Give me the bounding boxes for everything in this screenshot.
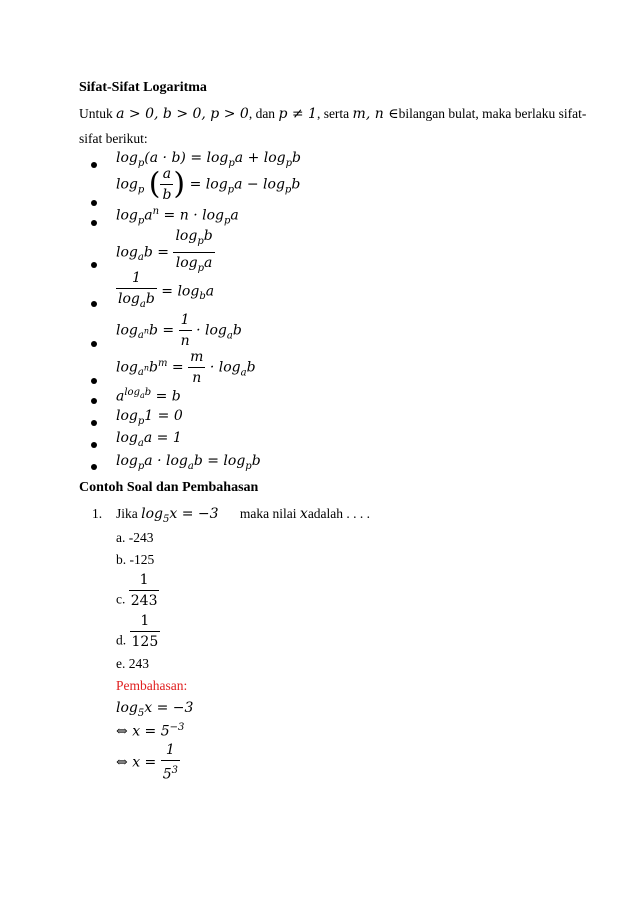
- intro-condition-3: m, n ∈: [352, 106, 399, 122]
- intro-text-3: , serta: [316, 106, 350, 121]
- property-base-and-argument-power: $\log_{a^n}b^m$ = $\frac{m}{n}$ · $\log_ab$: [116, 349, 256, 386]
- solution-step-1: $\log_5x = -3$: [116, 700, 194, 719]
- question-text: Jika $\log_5x = -3$ maka nilai xadalah . . . .: [116, 506, 371, 525]
- solution-step-2: ⇔ $x = 5^{-3}$: [116, 722, 185, 740]
- bullet-icon: [91, 162, 97, 168]
- intro-text-2: , dan: [248, 106, 276, 121]
- example-heading: Contoh Soal dan Pembahasan: [79, 480, 259, 495]
- bullet-icon: [91, 398, 97, 404]
- property-power-rule: $\log_pa^n = n \cdot \log_pa$: [116, 206, 239, 227]
- bullet-icon: [91, 200, 97, 206]
- intro-text-4: bilangan bulat, maka berlaku sifat-: [398, 106, 587, 121]
- bullet-icon: [91, 464, 97, 470]
- intro-line: [79, 106, 586, 122]
- intro-condition-1: a > 0, b > 0, p > 0: [116, 106, 249, 122]
- question-math: $\log_5x = -3$: [141, 506, 219, 525]
- solution-label: Pembahasan:: [116, 678, 188, 693]
- property-chain-rule: $\log_pa \cdot \log_ab = \log_pb$: [116, 453, 261, 472]
- intro-text-1: Untuk: [79, 106, 113, 121]
- question-number: 1.: [92, 506, 103, 521]
- bullet-icon: [91, 301, 97, 307]
- property-log-of-one: $\log_p1 = 0$: [116, 408, 183, 427]
- bullet-icon: [91, 442, 97, 448]
- property-quotient-rule: $\log_p$ ( $\frac{a}{b}$ ) = $\log_pa - \log_pb$: [116, 166, 301, 203]
- intro-line-2: sifat berikut:: [79, 131, 148, 146]
- option-b: b. -125: [116, 552, 155, 567]
- property-product-rule: $\log_p(a \cdot b) = \log_pa + \log_pb$: [116, 150, 302, 169]
- bullet-icon: [91, 341, 97, 347]
- intro-condition-2: p ≠ 1: [278, 106, 317, 122]
- bullet-icon: [91, 220, 97, 226]
- option-c: c. $\frac{1}{243}$: [116, 572, 158, 609]
- bullet-icon: [91, 378, 97, 384]
- property-exponent-identity: $a^{log_ab} = b$: [116, 387, 181, 405]
- property-reciprocal: $\frac{1}{\log_ab}$ = $\log_ba$: [118, 270, 215, 310]
- bullet-icon: [91, 420, 97, 426]
- option-e: e. 243: [116, 656, 149, 671]
- property-change-of-base: $\log_ab$ = $\frac{\log_pb}{\log_pa}$: [116, 228, 213, 274]
- option-a: a. -243: [116, 530, 154, 545]
- property-base-power: $\log_{a^n}b$ = $\frac{1}{n}$ · $\log_ab$: [116, 312, 242, 349]
- page-title: Sifat-Sifat Logaritma: [79, 80, 207, 95]
- solution-step-3: ⇔ x = $\frac{1}{5^3}$: [116, 742, 179, 783]
- option-d: d. $\frac{1}{125}$: [116, 613, 159, 650]
- bullet-icon: [91, 262, 97, 268]
- property-log-of-base: $\log_aa = 1$: [116, 430, 182, 449]
